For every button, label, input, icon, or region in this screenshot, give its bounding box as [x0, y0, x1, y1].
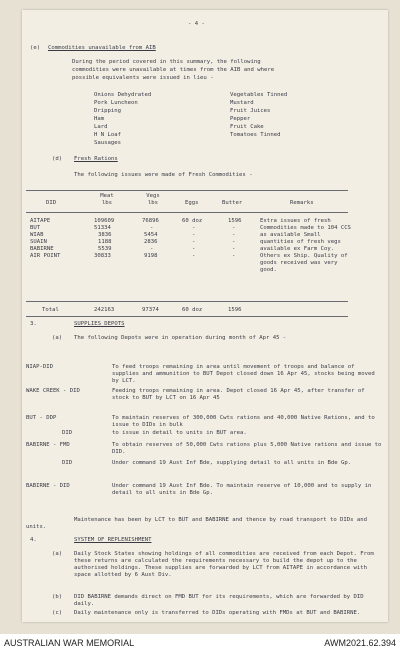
table-cell-eggs: -	[192, 246, 196, 252]
table-header-meat: Meat lbs	[100, 193, 114, 206]
table-cell-meat: 51334	[94, 225, 111, 231]
table-total-eggs: 60 doz	[182, 307, 203, 313]
table-cell-butter: -	[232, 246, 236, 252]
table-header-vegs: Vegs lbs	[146, 193, 160, 206]
depot-label: BABIRNE - DID	[26, 483, 70, 489]
table-cell-meat: 5539	[98, 246, 112, 252]
section-3-item-text: The following Depots were in operation during month of Apr 45 -	[74, 335, 287, 341]
section-4-item-label: (b)	[52, 594, 63, 600]
table-cell-eggs: -	[192, 225, 196, 231]
table-cell-butter: -	[232, 239, 236, 245]
table-cell-vegs: 9198	[144, 253, 158, 259]
table-total-butter: 1596	[228, 307, 242, 313]
table-cell-butter: -	[232, 232, 236, 238]
table-cell-remarks: Extra issues of fresh Commodities made to 104 CCS as available Small quantities of fresh vegs available ex Farm Coy. Others ex Ship. Quality of goods received was very good.	[260, 218, 351, 273]
table-rule-top	[26, 190, 348, 191]
table-cell-vegs: 5454	[144, 232, 158, 238]
unavailable-item: Mustard	[230, 100, 254, 106]
section-e-text-line: possible equivalents were issued in lieu -	[72, 75, 214, 81]
table-cell-meat: 30833	[94, 253, 111, 259]
archive-footer	[0, 634, 400, 653]
table-total-label: Total	[42, 307, 59, 313]
section-e-text-line: During the period covered in this summary, the following	[72, 59, 261, 65]
unavailable-item: Fruit Juices	[230, 108, 271, 114]
depot-label: NIAP-DID	[26, 364, 53, 370]
depot-text: to issue in detail to units in BUT area.	[112, 430, 247, 436]
table-cell-did: SUAIN	[30, 239, 47, 245]
section-e-heading: Commodities unavailable from AIB	[48, 45, 156, 51]
section-d-intro: The following issues were made of Fresh Commodities -	[74, 172, 253, 178]
section-4-item-text: DID BABIRNE demands direct on FMD BUT for its requirements, which are forwarded by DID daily.	[74, 594, 364, 607]
table-cell-meat: 1188	[98, 239, 112, 245]
depot-label: BABIRNE - FMD	[26, 442, 70, 448]
table-cell-eggs: -	[192, 253, 196, 259]
footer-accession-number: AWM2021.62.394	[324, 638, 396, 648]
table-rule-bottom	[26, 316, 348, 317]
depot-text: To obtain reserves of 50,000 Cwts rations plus 5,000 Native rations and issue to DID.	[112, 442, 382, 455]
depot-label: DID	[62, 460, 73, 466]
table-total-meat: 242163	[94, 307, 115, 313]
unavailable-item: Ham	[94, 116, 105, 122]
unavailable-item: Lard	[94, 124, 108, 130]
section-3-item-label: (a)	[52, 335, 63, 341]
table-cell-did: BABIRNE	[30, 246, 54, 252]
table-cell-did: BUT	[30, 225, 41, 231]
table-cell-did: AIR POINT	[30, 253, 61, 259]
depot-text: To maintain reserves of 300,000 Cwts rations and 40,000 Native Rations, and to issue to DIDs in bulk	[112, 415, 375, 428]
table-cell-butter: 1596	[228, 218, 242, 224]
page-number: - 4 -	[188, 21, 205, 27]
table-cell-did: AITAPE	[30, 218, 51, 224]
table-header-remarks: Remarks	[290, 200, 314, 206]
section-4-heading: SYSTEM OF REPLENISHMENT	[74, 537, 152, 543]
document-page	[22, 10, 388, 622]
table-total-vegs: 97374	[142, 307, 159, 313]
table-cell-vegs: 2836	[144, 239, 158, 245]
section-e-text-line: commodities were unavailable at times from the AIB and where	[72, 67, 275, 73]
unavailable-item: Tomatoes Tinned	[230, 132, 281, 138]
table-cell-eggs: -	[192, 232, 196, 238]
table-rule-header	[26, 212, 348, 213]
section-e-label: (e)	[30, 45, 41, 51]
depot-text: Feeding troops remaining in area. Depot closed 16 Apr 45, after transfer of stock to BUT by LCT on 16 Apr 45	[112, 388, 365, 401]
section-4-item-label: (c)	[52, 610, 63, 616]
unavailable-item: Onions Dehydrated	[94, 92, 152, 98]
table-cell-butter: -	[232, 253, 236, 259]
table-cell-vegs: 76896	[142, 218, 159, 224]
depot-text: Under command 19 Aust Inf Bde, supplying detail to all units in Bde Gp.	[112, 460, 352, 466]
unavailable-item: Pork Luncheon	[94, 100, 138, 106]
section-4-item-text: Daily maintenance only is transferred to DIDs operating with FMDs at BUT and BABIRNE.	[74, 610, 361, 616]
unavailable-item: Dripping	[94, 108, 121, 114]
unavailable-item: Sausages	[94, 140, 121, 146]
depot-label: DID	[62, 430, 73, 436]
table-cell-eggs: -	[192, 239, 196, 245]
table-cell-eggs: 60 doz	[182, 218, 203, 224]
unavailable-item: Pepper	[230, 116, 251, 122]
table-cell-butter: -	[232, 225, 236, 231]
table-header-did: DID	[46, 200, 57, 206]
table-cell-did: WIAB	[30, 232, 44, 238]
depot-label: BUT - DDP	[26, 415, 57, 421]
section-d-heading: Fresh Rations	[74, 156, 118, 162]
table-cell-meat: 3836	[98, 232, 112, 238]
section-3-heading: SUPPLIES DEPOTS	[74, 321, 125, 327]
depot-text: Under command 19 Aust Inf Bde. To maintain reserve of 10,000 and to supply in detail to all units in Bde Gp.	[112, 483, 372, 496]
section-d-label: (d)	[52, 156, 63, 162]
table-rule-total	[26, 301, 348, 302]
depot-label: WAKE CREEK - DID	[26, 388, 80, 394]
section-4-number: 4.	[30, 537, 37, 543]
table-cell-vegs: -	[150, 225, 154, 231]
section-4-item-text: Daily Stock States showing holdings of all commodities are received from each Depot. From these returns are calculated the requirements necessary to build the depot up to the authorised holdings. These supplies are forwarded by LCT from AITAPE in accordance with space allotted by 6 Aust Div.	[74, 551, 374, 578]
unavailable-item: Fruit Cake	[230, 124, 264, 130]
table-header-eggs: Eggs	[185, 200, 199, 206]
footer-archive-name: AUSTRALIAN WAR MEMORIAL	[4, 638, 135, 648]
table-cell-meat: 109609	[94, 218, 115, 224]
section-3-number: 3.	[30, 321, 37, 327]
table-header-butter: Butter	[222, 200, 243, 206]
section-4-item-label: (a)	[52, 551, 63, 557]
unavailable-item: Vegetables Tinned	[230, 92, 288, 98]
section-3-closing: Maintenance has been by LCT to BUT and BABIRNE and thence by road transport to DIDs and units.	[26, 517, 367, 530]
table-cell-vegs: -	[150, 246, 154, 252]
unavailable-item: H N Loaf	[94, 132, 121, 138]
depot-text: To feed troops remaining in area until movement of troops and balance of supplies and ammunition to BUT Depot closed down 16 Apr 45, stocks being moved by LCT.	[112, 364, 375, 384]
